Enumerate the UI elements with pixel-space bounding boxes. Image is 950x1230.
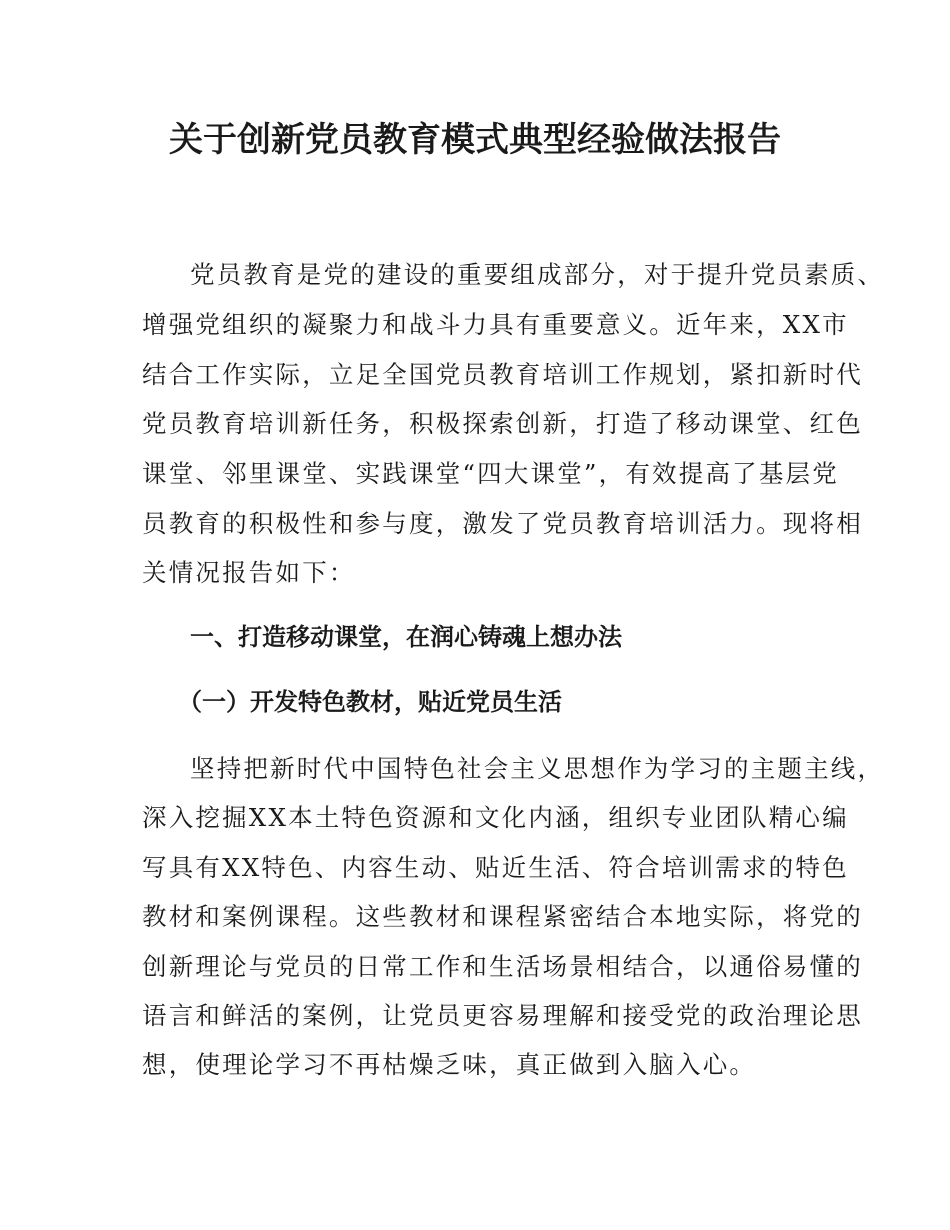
paragraph-line: 员教育的积极性和参与度，激发了党员教育培训活力。现将相 [142,509,863,538]
paragraph-line: 想，使理论学习不再枯燥乏味，真正做到入脑入心。 [142,1050,757,1079]
paragraph-line: 结合工作实际，立足全国党员教育培训工作规划，紧扣新时代 [142,360,863,389]
paragraph-line: 党员教育培训新任务，积极探索创新，打造了移动课堂、红色 [142,409,863,438]
paragraph-line: 语言和鲜活的案例，让党员更容易理解和接受党的政治理论思 [142,1001,863,1030]
paragraph-line: 课堂、邻里课堂、实践课堂“四大课堂”，有效提高了基层党 [142,459,839,488]
document-title: 关于创新党员教育模式典型经验做法报告 [169,120,781,160]
section-heading: 一、打造移动课堂，在润心铸魂上想办法 [190,623,622,651]
paragraph-line: 党员教育是党的建设的重要组成部分，对于提升党员素质、 [190,260,885,289]
paragraph-line: 创新理论与党员的日常工作和生活场景相结合，以通俗易懂的 [142,952,863,981]
paragraph-line: 深入挖掘XX本土特色资源和文化内涵，组织专业团队精心编 [142,803,849,832]
paragraph-line: 写具有XX特色、内容生动、贴近生活、符合培训需求的特色 [142,853,849,882]
paragraph-line: 坚持把新时代中国特色社会主义思想作为学习的主题主线， [190,754,885,783]
paragraph-line: 增强党组织的凝聚力和战斗力具有重要意义。近年来，XX市 [142,310,849,339]
paragraph-line: 教材和案例课程。这些教材和课程紧密结合本地实际，将党的 [142,902,863,931]
subsection-heading: （一）开发特色教材，贴近党员生活 [178,688,562,716]
paragraph-line: 关情况报告如下： [142,558,356,587]
